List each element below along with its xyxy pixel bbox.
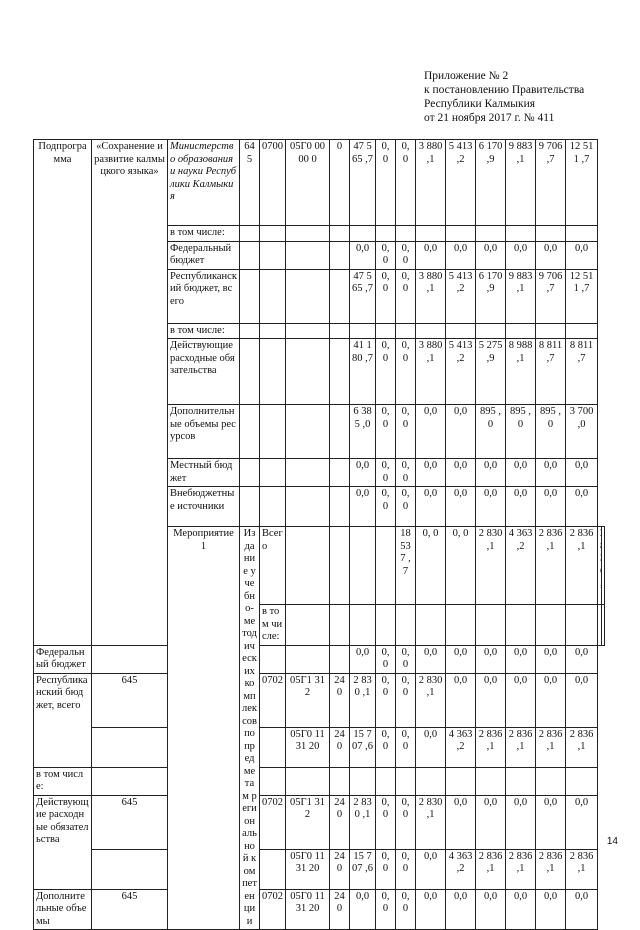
value-cell: 0, 0: [376, 673, 396, 727]
value-cell: 0,0: [536, 487, 566, 527]
value-cell: 0, 0: [396, 459, 416, 487]
code-cell: 645: [92, 889, 168, 930]
value-cell: 9 883 ,1: [506, 269, 536, 323]
value-cell: [396, 767, 416, 795]
value-cell: 2 836 ,1: [566, 727, 598, 767]
code-cell: [286, 241, 330, 269]
code-cell: 645: [240, 140, 260, 226]
value-cell: 0, 0: [376, 727, 396, 767]
value-cell: 0,0: [446, 405, 476, 459]
code-cell: [260, 323, 286, 339]
code-cell: [286, 323, 330, 339]
value-cell: 2 830 ,1: [350, 795, 376, 849]
appendix-header: [424, 69, 624, 125]
value-cell: 0,0: [506, 459, 536, 487]
code-cell: 05Г0 0000 0: [286, 140, 330, 226]
value-cell: [566, 323, 598, 339]
value-cell: 9 883 ,1: [506, 140, 536, 226]
value-cell: 18 537 ,7: [396, 527, 416, 605]
value-cell: 0,0: [350, 459, 376, 487]
value-cell: 12 511 ,7: [566, 269, 598, 323]
value-cell: 2 836 ,1: [536, 527, 566, 605]
value-cell: 0,0: [446, 241, 476, 269]
value-cell: 15 707 ,6: [350, 849, 376, 889]
source-label: Дополнительные объемы: [34, 889, 92, 930]
table-row: [34, 795, 605, 849]
value-cell: [416, 323, 446, 339]
value-cell: 0, 0: [396, 889, 416, 930]
value-cell: [416, 767, 446, 795]
code-cell: [260, 727, 286, 767]
value-cell: 0,0: [350, 241, 376, 269]
appendix-ref-2: Республики Калмыкия: [424, 98, 536, 110]
value-cell: [350, 226, 376, 242]
value-cell: 0,0: [416, 849, 446, 889]
value-cell: 9 706 ,7: [536, 269, 566, 323]
code-cell: 05Г0 1131 20: [286, 849, 330, 889]
appendix-ref: к постановлению Правительства: [424, 84, 585, 96]
value-cell: 2 836 ,1: [506, 727, 536, 767]
code-cell: [330, 405, 350, 459]
code-cell: 240: [330, 673, 350, 727]
table-row: [34, 767, 605, 795]
value-cell: 895 ,0: [506, 405, 536, 459]
value-cell: 15 707 ,6: [350, 727, 376, 767]
code-cell: 0702: [260, 795, 286, 849]
value-cell: 0, 0: [376, 487, 396, 527]
code-cell: [330, 487, 350, 527]
value-cell: 6 170 ,9: [476, 269, 506, 323]
code-cell: [240, 323, 260, 339]
value-cell: 0,0: [416, 645, 446, 673]
value-cell: 0,0: [446, 459, 476, 487]
code-cell: 05Г1 312: [286, 673, 330, 727]
value-cell: 0,0: [566, 459, 598, 487]
value-cell: 2 836 ,1: [506, 849, 536, 889]
code-cell: [286, 459, 330, 487]
code-cell: [376, 605, 396, 646]
value-cell: 0, 0: [376, 269, 396, 323]
table-row: [34, 645, 605, 673]
code-cell: 05Г0 1131 20: [286, 727, 330, 767]
value-cell: 0,0: [566, 795, 598, 849]
value-cell: [376, 323, 396, 339]
value-cell: 8 811 ,7: [536, 339, 566, 405]
value-cell: 0,0: [506, 795, 536, 849]
code-cell: [92, 767, 168, 795]
value-cell: 4 363 ,2: [446, 727, 476, 767]
code-cell: [286, 405, 330, 459]
code-cell: [350, 605, 376, 646]
value-cell: 0,0: [446, 645, 476, 673]
code-cell: [260, 226, 286, 242]
code-cell: [260, 849, 286, 889]
code-cell: [92, 727, 168, 767]
value-cell: 2 836 ,1: [536, 849, 566, 889]
source-label: Всего: [260, 527, 286, 605]
value-cell: 5 275 ,9: [476, 339, 506, 405]
code-cell: [92, 645, 168, 673]
value-cell: 0, 0: [396, 727, 416, 767]
value-cell: [350, 767, 376, 795]
value-cell: 0,0: [416, 889, 446, 930]
code-cell: 0700: [260, 140, 286, 226]
source-label: Республиканский бюджет, всего: [34, 673, 92, 767]
value-cell: [601, 605, 605, 646]
code-cell: [376, 527, 396, 605]
value-cell: 3 880 ,1: [416, 269, 446, 323]
code-cell: 240: [330, 849, 350, 889]
code-cell: 645: [92, 673, 168, 727]
value-cell: 47 565 ,7: [350, 140, 376, 226]
value-cell: 895 ,0: [476, 405, 506, 459]
code-cell: [260, 269, 286, 323]
code-cell: 0702: [260, 673, 286, 727]
value-cell: [396, 323, 416, 339]
code-cell: [92, 849, 168, 889]
code-cell: 05Г0 1131 20: [286, 889, 330, 930]
value-cell: [601, 527, 605, 605]
value-cell: 0,0: [506, 889, 536, 930]
value-cell: 2 836 ,1: [536, 727, 566, 767]
value-cell: 0,0: [416, 241, 446, 269]
code-cell: [330, 645, 350, 673]
code-cell: [260, 645, 286, 673]
value-cell: 8 988 ,1: [506, 339, 536, 405]
value-cell: 3 700 ,0: [566, 405, 598, 459]
code-cell: [240, 226, 260, 242]
value-cell: 0,0: [416, 405, 446, 459]
value-cell: 4 363 ,2: [446, 849, 476, 889]
value-cell: 0,0: [476, 889, 506, 930]
value-cell: 0, 0: [416, 527, 446, 605]
value-cell: 0, 0: [396, 140, 416, 226]
source-label: Республиканский бюджет, всего: [168, 269, 240, 323]
code-cell: [260, 487, 286, 527]
table-row: [34, 849, 605, 889]
code-cell: 240: [330, 727, 350, 767]
value-cell: [476, 226, 506, 242]
code-cell: [286, 226, 330, 242]
value-cell: [396, 605, 416, 646]
value-cell: [350, 323, 376, 339]
value-cell: 0,0: [536, 241, 566, 269]
value-cell: 0,0: [476, 673, 506, 727]
value-cell: 0,0: [476, 241, 506, 269]
value-cell: 0,0: [566, 889, 598, 930]
page-number: 14: [606, 836, 618, 847]
code-cell: [330, 226, 350, 242]
value-cell: 5 413 ,2: [446, 339, 476, 405]
code-cell: [286, 527, 330, 605]
value-cell: 47 565 ,7: [350, 269, 376, 323]
value-cell: [536, 605, 566, 646]
table-row: [34, 673, 605, 727]
code-cell: [240, 405, 260, 459]
value-cell: 0, 0: [396, 673, 416, 727]
value-cell: [566, 767, 598, 795]
value-cell: 6 170 ,9: [476, 140, 506, 226]
value-cell: 0,0: [476, 645, 506, 673]
value-cell: 0, 0: [396, 645, 416, 673]
value-cell: [536, 767, 566, 795]
value-cell: 4 363 ,2: [506, 527, 536, 605]
code-cell: [330, 269, 350, 323]
value-cell: 895 ,0: [536, 405, 566, 459]
value-cell: 0, 0: [376, 241, 396, 269]
program-kind: Подпрограмма: [34, 140, 92, 646]
value-cell: 2 830 ,1: [476, 527, 506, 605]
value-cell: [396, 226, 416, 242]
code-cell: [330, 605, 350, 646]
value-cell: 0,0: [446, 795, 476, 849]
code-cell: [260, 459, 286, 487]
value-cell: 0,0: [446, 673, 476, 727]
value-cell: 0,0: [350, 487, 376, 527]
code-cell: [286, 487, 330, 527]
value-cell: 0, 0: [396, 241, 416, 269]
code-cell: [240, 339, 260, 405]
table-row: [34, 140, 605, 226]
executor-cell: Министерство образования и науки Республики Калмыкия: [168, 140, 240, 226]
table-row: [34, 889, 605, 930]
value-cell: 0,0: [476, 795, 506, 849]
code-cell: 05Г1 312: [286, 795, 330, 849]
value-cell: 0,0: [416, 727, 446, 767]
value-cell: 0, 0: [376, 889, 396, 930]
value-cell: 0,0: [566, 487, 598, 527]
code-cell: 0702: [260, 889, 286, 930]
value-cell: 0,0: [566, 673, 598, 727]
value-cell: 0,0: [446, 487, 476, 527]
value-cell: [506, 323, 536, 339]
code-cell: 240: [330, 795, 350, 849]
value-cell: 0,0: [566, 241, 598, 269]
value-cell: 0, 0: [376, 459, 396, 487]
value-cell: [536, 226, 566, 242]
value-cell: 0,0: [350, 889, 376, 930]
code-cell: 240: [330, 889, 350, 930]
value-cell: 0, 0: [376, 140, 396, 226]
code-cell: [330, 241, 350, 269]
value-cell: [376, 767, 396, 795]
code-cell: [286, 339, 330, 405]
value-cell: 0, 0: [396, 269, 416, 323]
table-row: [34, 727, 605, 767]
value-cell: 12 511 ,7: [566, 140, 598, 226]
code-cell: [286, 605, 330, 646]
incl-label: в том числе:: [34, 767, 92, 795]
code-cell: [286, 269, 330, 323]
value-cell: [476, 605, 506, 646]
value-cell: [506, 226, 536, 242]
value-cell: 0, 0: [396, 487, 416, 527]
value-cell: [416, 605, 446, 646]
appendix-date: от 21 ноября 2017 г. № 411: [424, 112, 555, 124]
value-cell: 0,0: [446, 889, 476, 930]
value-cell: 0, 0: [376, 795, 396, 849]
value-cell: 2 836 ,1: [566, 527, 598, 605]
code-cell: [260, 767, 286, 795]
value-cell: [476, 767, 506, 795]
code-cell: [240, 459, 260, 487]
value-cell: 0,0: [506, 487, 536, 527]
value-cell: 2 830 ,1: [416, 673, 446, 727]
value-cell: 0,0: [536, 645, 566, 673]
code-cell: [330, 323, 350, 339]
value-cell: [566, 605, 598, 646]
value-cell: 5 413 ,2: [446, 269, 476, 323]
value-cell: 0, 0: [396, 795, 416, 849]
value-cell: 0, 0: [376, 405, 396, 459]
value-cell: 5 413 ,2: [446, 140, 476, 226]
measure-name: Издание учебно-методических комплексов по предметам региональной компетенции: [240, 527, 260, 930]
incl-label: в том числе:: [168, 226, 240, 242]
code-cell: [330, 459, 350, 487]
value-cell: 0, 0: [446, 527, 476, 605]
value-cell: 0, 0: [376, 339, 396, 405]
value-cell: 3 880 ,1: [416, 140, 446, 226]
incl-label: в том числе:: [260, 605, 286, 646]
value-cell: [416, 226, 446, 242]
source-label: Федеральный бюджет: [34, 645, 92, 673]
value-cell: 2 836 ,1: [566, 849, 598, 889]
value-cell: 2 830 ,1: [416, 795, 446, 849]
value-cell: 0,0: [536, 673, 566, 727]
value-cell: [446, 226, 476, 242]
value-cell: 0,0: [416, 487, 446, 527]
source-label: Внебюджетные источники: [168, 487, 240, 527]
source-label: Дополнительные объемы ресурсов: [168, 405, 240, 459]
code-cell: [240, 269, 260, 323]
value-cell: 6 385 ,0: [350, 405, 376, 459]
program-name: «Сохранение и развитие калмыцкого языка»: [92, 140, 168, 646]
value-cell: 0, 0: [376, 849, 396, 889]
value-cell: 8 811 ,7: [566, 339, 598, 405]
code-cell: [330, 767, 350, 795]
code-cell: [330, 339, 350, 405]
source-label: Действующие расходные обязательства: [34, 795, 92, 889]
value-cell: 2 836 ,1: [476, 727, 506, 767]
budget-table: [33, 139, 605, 930]
value-cell: 0, 0: [376, 645, 396, 673]
value-cell: 0, 0: [396, 339, 416, 405]
code-cell: [240, 487, 260, 527]
code-cell: [286, 645, 330, 673]
value-cell: [598, 527, 602, 605]
source-label: Федеральный бюджет: [168, 241, 240, 269]
value-cell: 0,0: [566, 645, 598, 673]
value-cell: [566, 226, 598, 242]
value-cell: 0, 0: [396, 849, 416, 889]
code-cell: 0: [330, 140, 350, 226]
appendix-title: Приложение № 2: [424, 70, 509, 82]
source-label: Действующие расходные обязательства: [168, 339, 240, 405]
value-cell: 2 836 ,1: [476, 849, 506, 889]
value-cell: 0, 0: [396, 405, 416, 459]
value-cell: [446, 323, 476, 339]
value-cell: 0,0: [506, 645, 536, 673]
incl-label: в том числе:: [168, 323, 240, 339]
value-cell: 0,0: [476, 487, 506, 527]
measure-kind: Мероприятие 1: [168, 527, 240, 930]
value-cell: 0,0: [416, 459, 446, 487]
code-cell: [260, 241, 286, 269]
value-cell: [476, 323, 506, 339]
value-cell: [376, 226, 396, 242]
value-cell: 0,0: [506, 241, 536, 269]
code-cell: [260, 405, 286, 459]
value-cell: 0,0: [536, 459, 566, 487]
code-cell: [240, 241, 260, 269]
value-cell: 0,0: [350, 645, 376, 673]
code-cell: [286, 767, 330, 795]
value-cell: [536, 323, 566, 339]
value-cell: 9 706 ,7: [536, 140, 566, 226]
value-cell: 41 180 ,7: [350, 339, 376, 405]
value-cell: [446, 605, 476, 646]
code-cell: 645: [92, 795, 168, 849]
value-cell: [506, 605, 536, 646]
code-cell: [330, 527, 350, 605]
value-cell: [506, 767, 536, 795]
value-cell: 0,0: [536, 795, 566, 849]
value-cell: 3 880 ,1: [416, 339, 446, 405]
value-cell: [446, 767, 476, 795]
source-label: Местный бюджет: [168, 459, 240, 487]
value-cell: 0,0: [476, 459, 506, 487]
value-cell: 0,0: [506, 673, 536, 727]
value-cell: 2 830 ,1: [350, 673, 376, 727]
code-cell: [350, 527, 376, 605]
code-cell: [260, 339, 286, 405]
value-cell: 0,0: [536, 889, 566, 930]
